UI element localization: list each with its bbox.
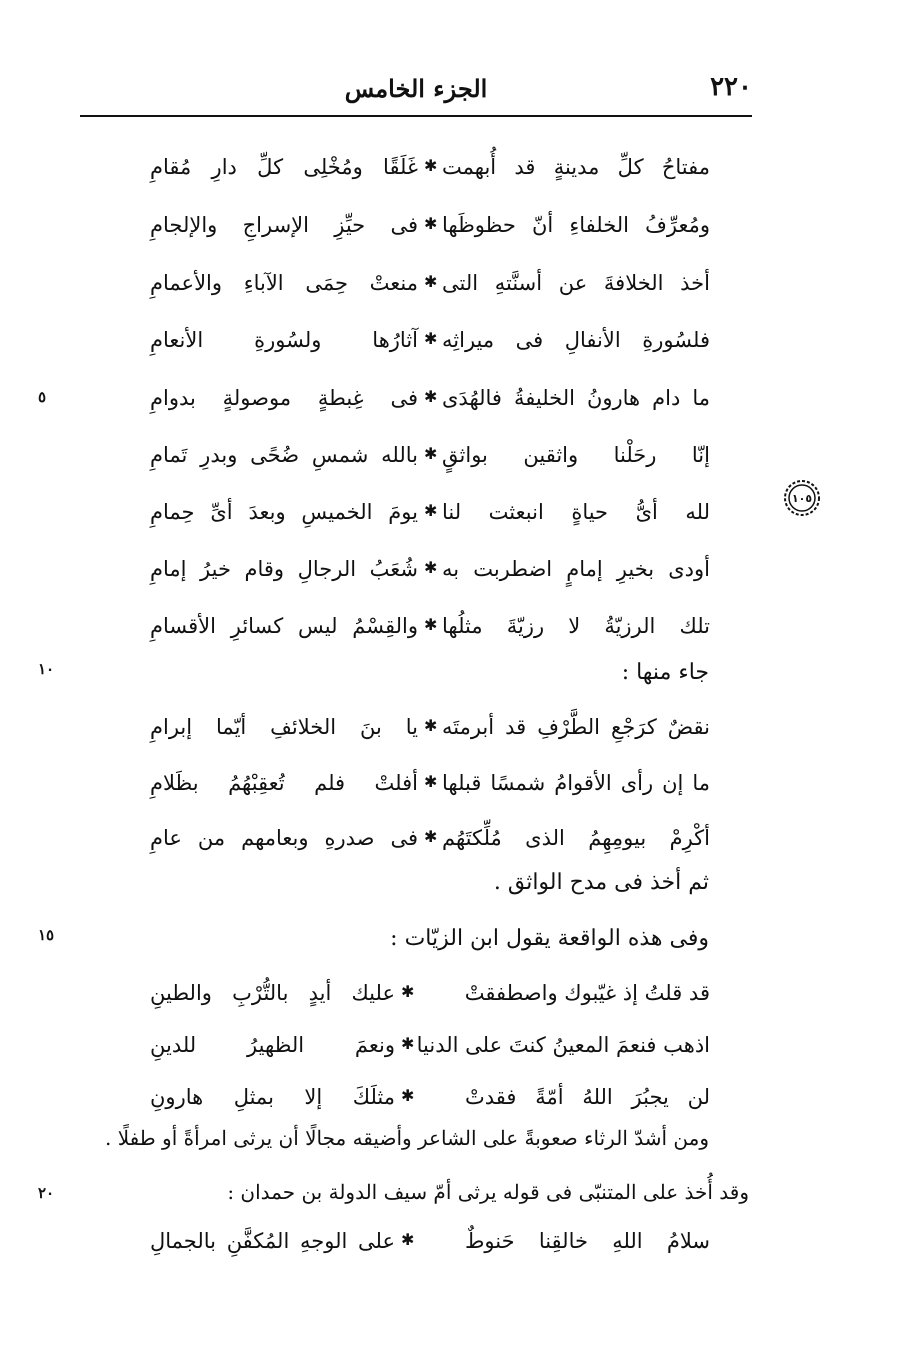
margin-line-number: ١٠ [38,660,55,678]
verse-first-hemistich: ما دام هارونُ الخليفةُ فالهُدَى [442,386,710,410]
verse-line [150,325,710,365]
header-rule [80,115,752,117]
verse-separator: ✱ [401,1086,415,1105]
verse-first-hemistich: إنّا رحَلْنا واثقين بواثقٍ [442,443,710,467]
verse-line [150,611,710,651]
verse-first-hemistich: سلامُ اللهِ خالقِنا حَنوطٌ [465,1229,710,1253]
page-header [80,70,752,114]
verse-first-hemistich: نقضٌ كرَجْعِ الطَّرْفِ قد أبرمتَه [442,715,710,739]
verse-second-hemistich: أفلتْ فلم تُعقِبْهُمُ بظَلامِ [150,771,418,795]
verse-first-hemistich: قد قلتُ إذ غيّبوك واصطفقتْ [464,981,710,1005]
verse-line [150,1226,710,1266]
verse-separator: ✱ [424,615,438,634]
verse-second-hemistich: والقِسْمُ ليس كسائرِ الأقسامِ [150,614,418,638]
verse-separator: ✱ [424,558,438,577]
verse-line [150,210,710,250]
verse-separator: ✱ [424,329,438,348]
verse-line [150,268,710,308]
prose-line: جاء منها : [621,660,709,685]
verse-second-hemistich: شُعَبُ الرجالِ وقام خيرُ إمامِ [150,557,418,581]
verse-line [150,497,710,537]
verse-second-hemistich: غَلَقًا ومُخْلِى كلِّ دارِ مُقامِ [150,155,418,179]
verse-second-hemistich: مثلَكَ إلا بمثلِ هارونِ [150,1085,395,1109]
verse-separator: ✱ [424,772,438,791]
verse-separator: ✱ [424,272,438,291]
margin-line-number: ١٥ [38,926,55,944]
verse-line [150,1082,710,1122]
prose-line: ثم أخذ فى مدح الواثق . [493,870,709,895]
verse-second-hemistich: ونعمَ الظهيرُ للدينِ [150,1033,395,1057]
verse-separator: ✱ [424,156,438,175]
verse-first-hemistich: تلك الرزيّةُ لا رزيّةَ مثلُها [442,614,710,638]
verse-second-hemistich: عليك أيدٍ بالتُّرْبِ والطينِ [150,981,395,1005]
verse-separator: ✱ [424,501,438,520]
verse-separator: ✱ [424,444,438,463]
margin-line-number: ٥ [38,388,47,406]
page-number: ٢٢٠ [710,72,752,102]
prose-line: ومن أشدّ الرثاء صعوبةً على الشاعر وأضيقه مجالًا أن يرثى امرأةً أو طفلًا . [105,1126,709,1150]
verse-line [150,383,710,423]
verse-second-hemistich: بالله شمسِ ضُحًى وبدرِ تَمامِ [150,443,418,467]
verse-separator: ✱ [424,387,438,406]
verse-first-hemistich: أخذ الخلافةَ عن أسنَّتهِ التى [442,271,710,295]
prose-line: وقد أُخذ على المتنبّى فى قوله يرثى أمّ سيف الدولة بن حمدان : [227,1180,749,1204]
verse-line [150,152,710,192]
verse-second-hemistich: آثارُها ولسُورةِ الأنعامِ [150,328,418,352]
verse-second-hemistich: منعتْ حِمَى الآباءِ والأعمامِ [150,271,418,295]
verse-line [150,823,710,863]
verse-separator: ✱ [401,1230,415,1249]
margin-line-number: ٢٠ [38,1184,55,1202]
verse-first-hemistich: ما إن رأى الأقوامُ شمسًا قبلها [442,771,710,795]
seal-number: ١٠٥ [791,492,813,505]
verse-separator: ✱ [424,716,438,735]
verse-first-hemistich: لله أىُّ حياةٍ انبعثت لنا [442,500,710,524]
verse-second-hemistich: على الوجهِ المُكفَّنِ بالجمالِ [150,1229,395,1253]
ornament-seal-icon [782,478,822,518]
verse-first-hemistich: أودى بخيرِ إمامٍ اضطربت به [442,557,710,581]
verse-separator: ✱ [401,982,415,1001]
verse-line [150,768,710,808]
verse-separator: ✱ [424,214,438,233]
running-title: الجزء الخامس [344,74,488,103]
verse-separator: ✱ [424,827,438,846]
verse-line [150,554,710,594]
verse-line [150,978,710,1018]
verse-line [150,440,710,480]
verse-first-hemistich: لن يجبُرَ اللهُ أمّةً فقدتْ [465,1085,710,1109]
verse-second-hemistich: فى غِبطةٍ موصولةٍ بدوامِ [150,386,418,410]
verse-line [150,712,710,752]
verse-second-hemistich: يومَ الخميسِ وبعدَ أىِّ حِمامِ [150,500,418,524]
verse-first-hemistich: أكْرِمْ بيومِهِمُ الذى مُلِّكتَهُم [442,826,710,850]
verse-second-hemistich: يا بنَ الخلائفِ أيّما إبرامِ [150,715,418,739]
verse-first-hemistich: ومُعرِّفُ الخلفاءِ أنّ حظوظَها [442,213,710,237]
prose-line: وفى هذه الواقعة يقول ابن الزيّات : [390,926,709,951]
verse-second-hemistich: فى صدرهِ وبعامهم من عامِ [150,826,418,850]
verse-second-hemistich: فى حيِّزِ الإسراجِ والإلجامِ [150,213,418,237]
verse-first-hemistich: اذهب فنعمَ المعينُ كنتَ على الدنيا [416,1033,710,1057]
verse-separator: ✱ [401,1034,415,1053]
verse-first-hemistich: مفتاحُ كلِّ مدينةٍ قد أُبهمت [442,155,710,179]
verse-line [150,1030,710,1070]
verse-first-hemistich: فلسُورةِ الأنفالِ فى ميراثِه [442,328,710,352]
